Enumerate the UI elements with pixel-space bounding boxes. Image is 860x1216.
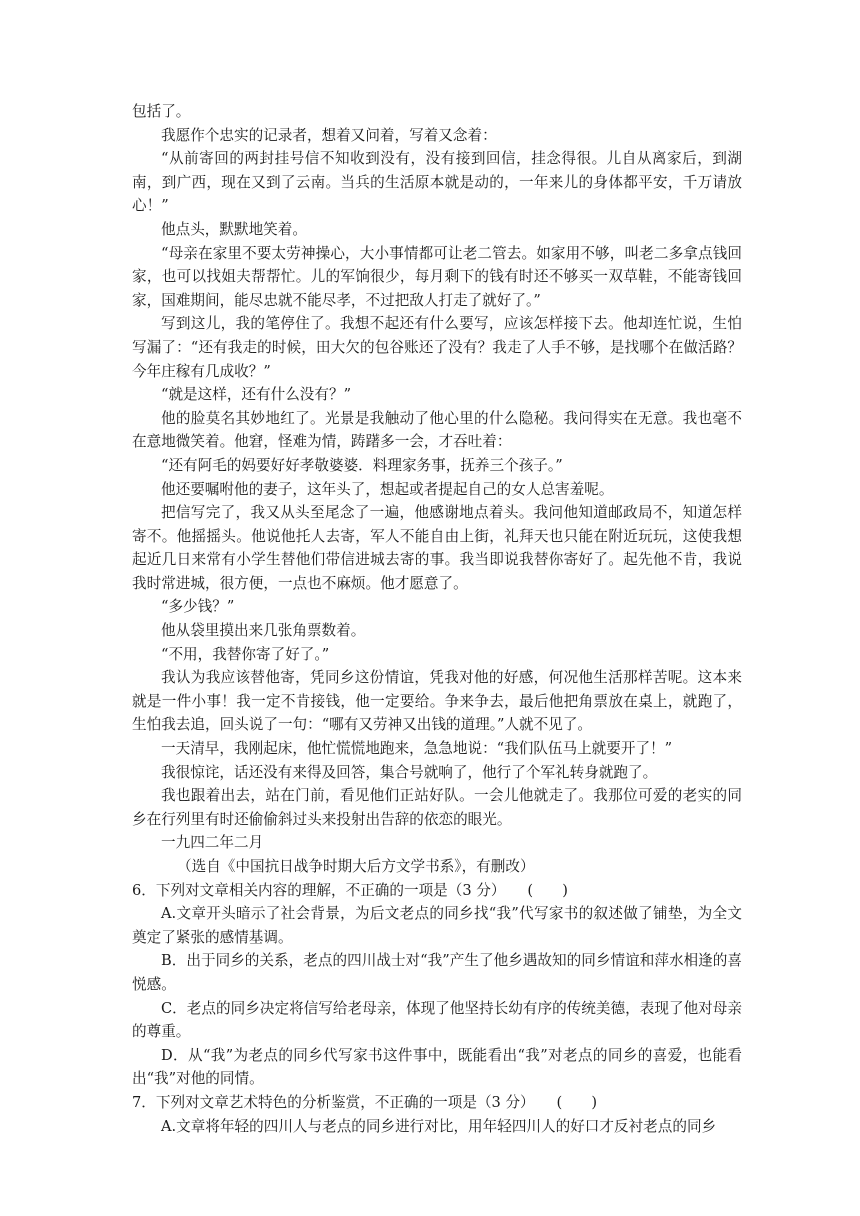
- answer-option: D．从“我”为老点的同乡代写家书这件事中，既能看出“我”对老点的同乡的喜爱，也能看出“我”对他的同情。: [132, 1046, 742, 1088]
- paragraph: “就是这样，还有什么没有？”: [161, 386, 352, 404]
- paragraph: “多少钱？”: [161, 598, 235, 616]
- paragraph: “母亲在家里不要太劳神操心，大小事情都可让老二管去。如家用不够，叫老二多拿点钱回家，也可以找姐夫帮帮忙。儿的军饷很少，每月剩下的钱有时还不够买一双草鞋，不能寄钱回家，国难期间，能尽忠就不能尽孝，不过把敌人打走了就好了。”: [132, 244, 742, 309]
- paragraph: 把信写完了，我又从头至尾念了一遍，他感谢地点着头。我问他知道邮政局不，知道怎样寄不。他摇摇头。他说他托人去寄，军人不能自由上街，礼拜天也只能在附近玩玩，这使我想起近几日来常有小学生替他们带信进城去寄的事。我当即说我替你寄好了。起先他不肯，我说我时常进城，很方便，一点也不麻烦。他才愿意了。: [132, 504, 742, 592]
- answer-option: B．出于同乡的关系，老点的四川战士对“我”产生了他乡遇故知的同乡情谊和萍水相逢的喜悦感。: [132, 952, 742, 993]
- paragraph: 我很惊诧，话还没有来得及回答，集合号就响了，他行了个军礼转身就跑了。: [161, 763, 658, 781]
- question-stem: 6．下列对文章相关内容的理解，不正确的一项是（3 分） ( ): [132, 881, 568, 899]
- article-body: [132, 100, 742, 879]
- paragraph: “不用，我替你寄了好了。”: [161, 645, 330, 663]
- paragraph: 一九四二年二月: [161, 834, 264, 852]
- answer-option: C．老点的同乡决定将信写给老母亲，体现了他坚持长幼有序的传统美德，表现了他对母亲的尊重。: [132, 999, 742, 1041]
- paragraph: 写到这儿，我的笔停住了。我想不起还有什么要写，应该怎样接下去。他却连忙说，生怕写漏了：“还有我走的时候，田大欠的包谷账还了没有？我走了人手不够，是找哪个在做活路？今年庄稼有几成收？”: [132, 315, 742, 380]
- paragraph: 他的脸莫名其妙地红了。光景是我触动了他心里的什么隐秘。我问得实在无意。我也毫不在意地微笑着。他窘，怪难为情，踌躇多一会，才吞吐着：: [132, 409, 742, 451]
- paragraph: 我愿作个忠实的记录者，想着又问着，写着又念着：: [161, 126, 497, 144]
- question-section: [132, 879, 742, 1139]
- paragraph: 他点头，默默地笑着。: [161, 220, 307, 238]
- paragraph: “还有阿毛的妈要好好孝敬婆婆．料理家务事，抚养三个孩子。”: [161, 456, 563, 474]
- paragraph: 一天清早，我刚起床，他忙慌慌地跑来，急急地说：“我们队伍马上就要开了！”: [161, 740, 673, 758]
- paragraph: 他还要嘱咐他的妻子，这年头了，想起或者提起自己的女人总害羞呢。: [161, 480, 614, 498]
- paragraph: （选自《中国抗日战争时期大后方文学书系》，有删改）: [177, 858, 535, 875]
- paragraph: 他从袋里摸出来几张角票数着。: [161, 622, 366, 640]
- question-stem: 7．下列对文章艺术特色的分析鉴赏，不正确的一项是（3 分） ( ): [132, 1093, 598, 1111]
- document-page: [132, 100, 742, 1138]
- answer-option: A.文章开头暗示了社会背景，为后文老点的同乡找“我”代写家书的叙述做了铺垫，为全文奠定了紧张的感情基调。: [132, 905, 742, 946]
- paragraph: 我也跟着出去，站在门前，看见他们正站好队。一会儿他就走了。我那位可爱的老实的同乡在行列里有时还偷偷斜过头来投射出告辞的依恋的眼光。: [132, 787, 742, 828]
- paragraph: 包括了。: [132, 103, 191, 120]
- paragraph: “从前寄回的两封挂号信不知收到没有，没有接到回信，挂念得很。儿自从离家后，到湖南，到广西，现在又到了云南。当兵的生活原本就是动的，一年来儿的身体都平安，千万请放心！”: [132, 150, 742, 215]
- answer-option: A.文章将年轻的四川人与老点的同乡进行对比，用年轻四川人的好口才反衬老点的同乡: [161, 1117, 717, 1135]
- paragraph: 我认为我应该替他寄，凭同乡这份情谊，凭我对他的好感，何况他生活那样苦呢。这本来就是一件小事！我一定不肯接钱，他一定要给。争来争去，最后他把角票放在桌上，就跑了，生怕我去追，回头说了一句：“哪有又劳神又出钱的道理。”人就不见了。: [132, 669, 742, 734]
